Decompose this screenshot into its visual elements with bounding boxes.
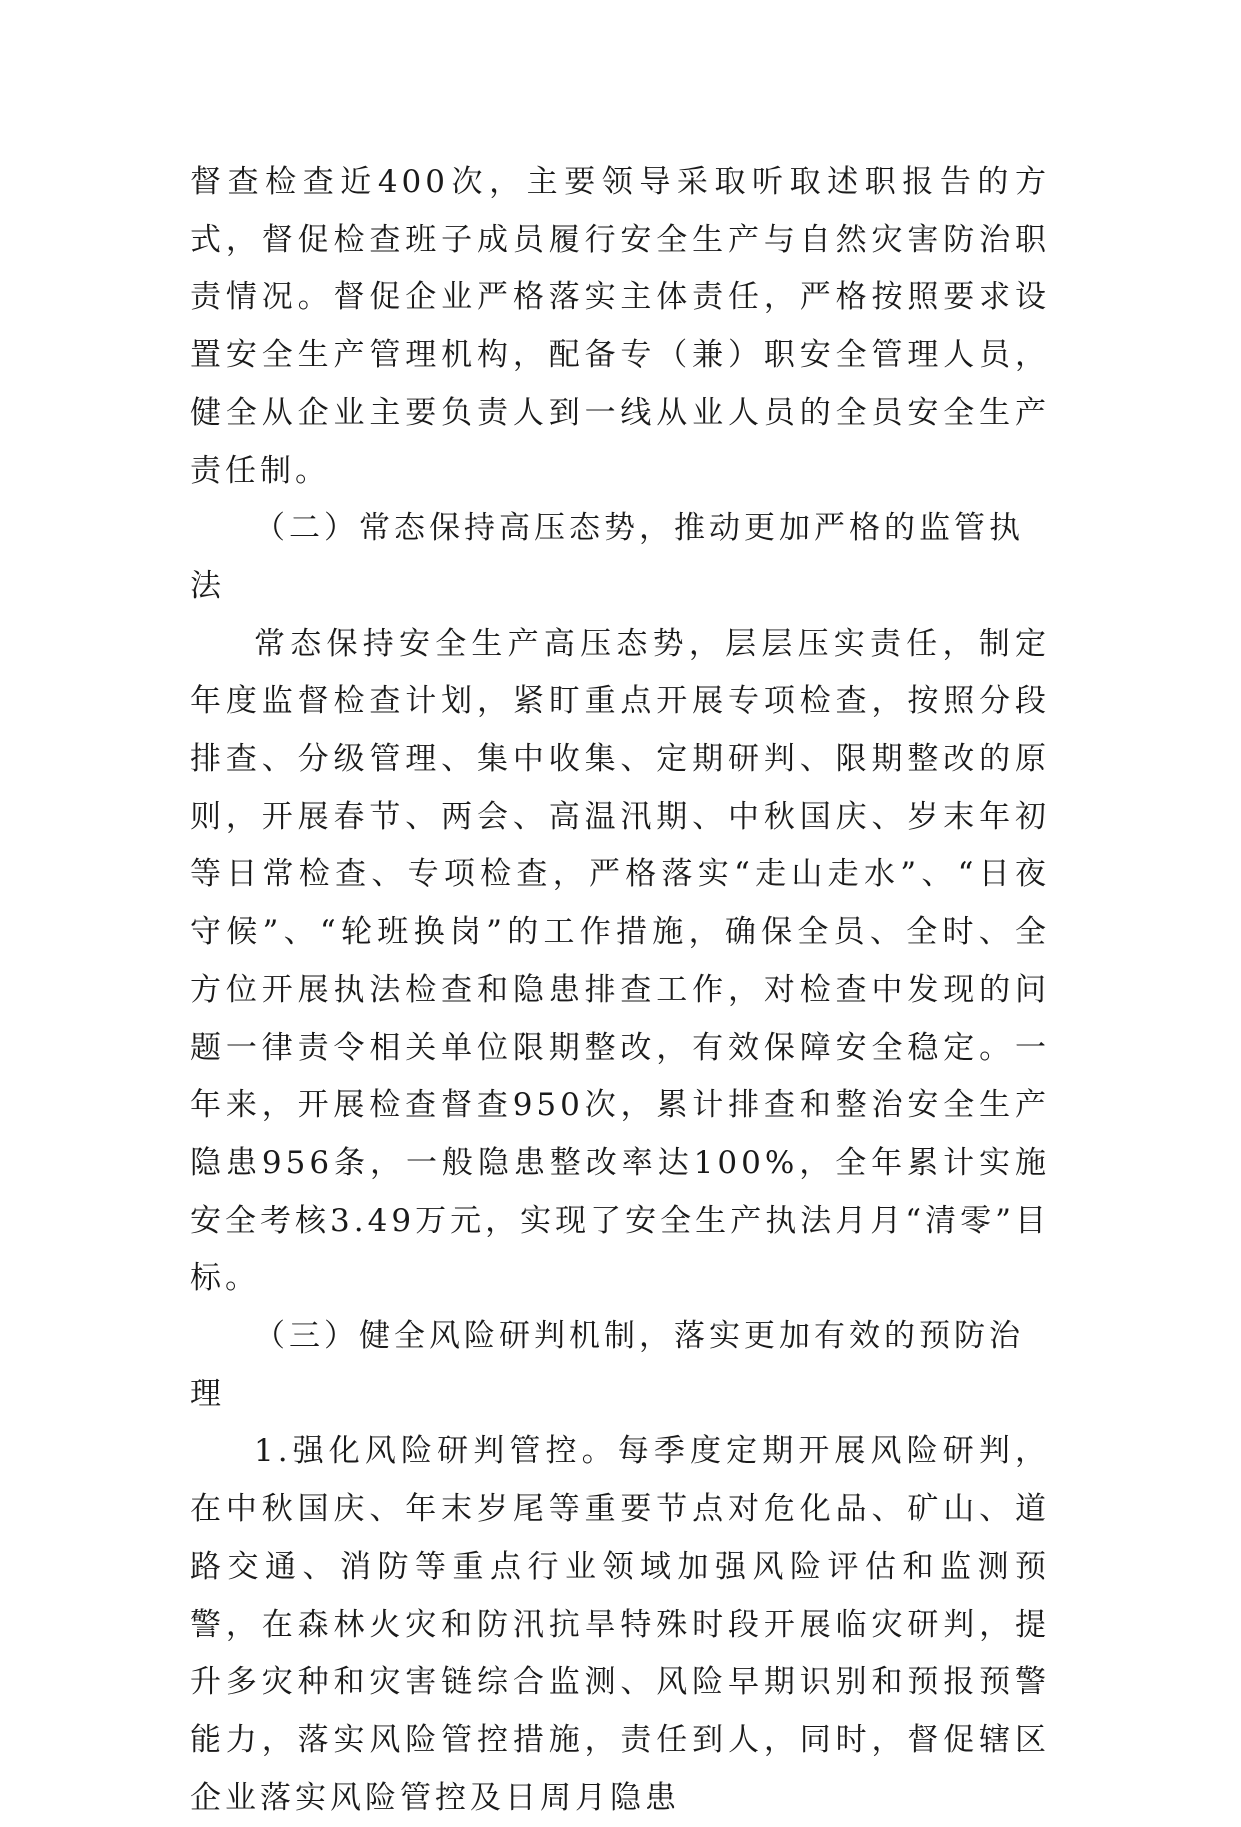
paragraph-continuation: 督查检查近400次，主要领导采取听取述职报告的方式，督促检查班子成员履行安全生产与自然灾害防治职责情况。督促企业严格落实主体责任，严格按照要求设置安全生产管理机构，配备专（兼）职安全管理人员，健全从企业主要负责人到一线从业人员的全员安全生产责任制。 (190, 164, 1050, 489)
paragraph-enforcement: 常态保持安全生产高压态势，层层压实责任，制定年度监督检查计划，紧盯重点开展专项检查，按照分段排查、分级管理、集中收集、定期研判、限期整改的原则，开展春节、两会、高温汛期、中秋国庆、岁末年初等日常检查、专项检查，严格落实“走山走水”、“日夜守候”、“轮班换岗”的工作措施，确保全员、全时、全方位开展执法检查和隐患排查工作，对检查中发现的问题一律责令相关单位限期整改，有效保障安全稳定。一年来，开展检查督查950次，累计排查和整治安全生产隐患956条，一般隐患整改率达100%，全年累计实施安全考核3.49万元，实现了安全生产执法月月“清零”目标。 (190, 625, 1050, 1297)
paragraph-risk-assessment: 1.强化风险研判管控。每季度定期开展风险研判，在中秋国庆、年末岁尾等重要节点对危化品、矿山、道路交通、消防等重点行业领域加强风险评估和监测预警，在森林火灾和防汛抗旱特殊时段开展临灾研判，提升多灾种和灾害链综合监测、风险早期识别和预报预警能力，落实风险管控措施，责任到人，同时，督促辖区企业落实风险管控及日周月隐患 (190, 1433, 1050, 1816)
section-heading-2: （二）常态保持高压态势，推动更加严格的监管执法 (190, 510, 1024, 604)
section-heading-3: （三）健全风险研判机制，落实更加有效的预防治理 (190, 1318, 1024, 1412)
document-body (190, 154, 1050, 1827)
